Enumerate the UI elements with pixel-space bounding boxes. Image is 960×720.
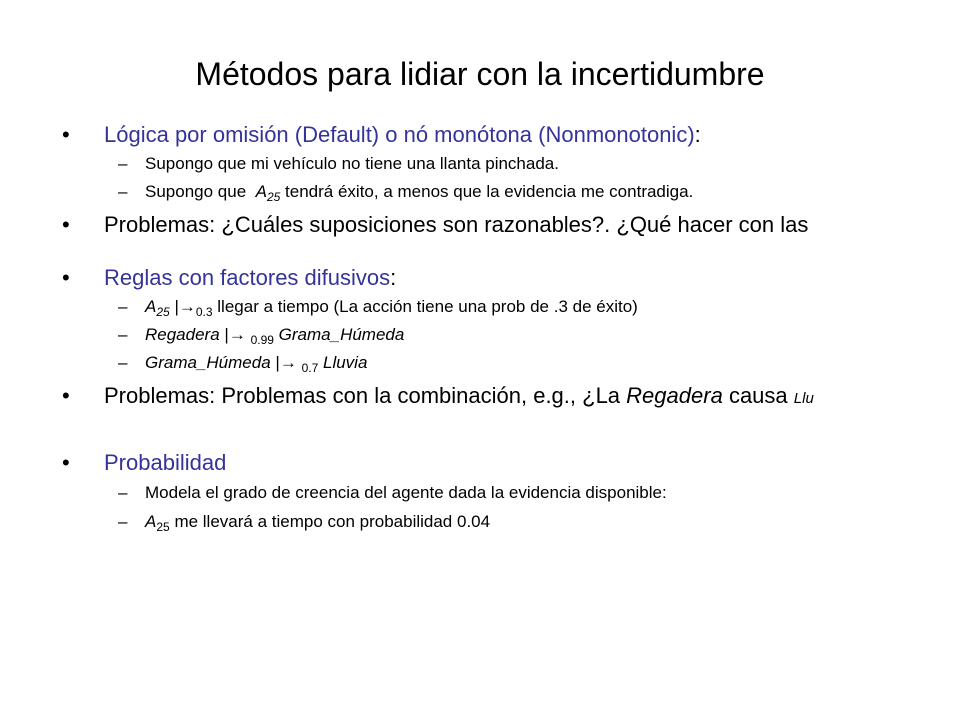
problems-text: Problemas: ¿Cuáles suposiciones son razonables?. ¿Qué hacer con las: [104, 212, 809, 237]
bullet-marker: •: [62, 383, 70, 408]
dash-marker: –: [118, 182, 128, 201]
arrow: |→: [275, 353, 297, 372]
rule-text: [145, 324, 404, 346]
dash-marker: –: [118, 297, 128, 316]
rule-right: Grama_Húmeda: [278, 325, 405, 344]
dash-marker: –: [118, 325, 128, 344]
var-sub: 25: [266, 190, 281, 204]
rule-right: Lluvia: [322, 353, 368, 372]
rule-left: Grama_Húmeda: [145, 353, 271, 372]
dash-marker: –: [118, 483, 128, 502]
subitem-text: Supongo que mi vehículo no tiene una llanta pinchada.: [145, 154, 559, 173]
factor: 0.99: [250, 333, 274, 347]
problems-lluvia: Llu: [793, 390, 814, 407]
subitem-text: [145, 511, 490, 533]
factor: 0.7: [301, 361, 319, 375]
rule-text: [145, 296, 638, 318]
dash-marker: –: [118, 353, 128, 372]
var-sub: 25: [156, 520, 170, 534]
var-a: A: [145, 297, 157, 316]
colon: :: [390, 265, 397, 290]
heading-default-logic: [104, 121, 701, 149]
text-post: tendrá éxito, a menos que la evidencia me contradiga.: [285, 182, 694, 201]
problems-regadera: Regadera: [626, 383, 723, 408]
subitem-text: Modela el grado de creencia del agente dada la evidencia disponible:: [145, 483, 667, 502]
text-pre: Supongo que: [145, 182, 247, 201]
rule-text: [145, 352, 367, 374]
var-a: A: [255, 182, 267, 201]
heading-text: Reglas con factores difusivos: [104, 265, 391, 290]
bullet-marker: •: [62, 212, 70, 237]
heading-probability: Probabilidad: [104, 450, 227, 475]
problems-causa: causa: [728, 383, 788, 408]
bullet-marker: •: [62, 265, 70, 290]
heading-text: Lógica por omisión (Default) o nó monótona (Nonmonotonic): [104, 122, 695, 147]
rule-result: llegar a tiempo (La acción tiene una prob de .3 de éxito): [217, 297, 638, 316]
dash-marker: –: [118, 154, 128, 173]
rule-left: Regadera: [145, 325, 220, 344]
bullet-marker: •: [62, 450, 70, 475]
factor: 0.3: [195, 305, 213, 319]
heading-fuzzy-rules: [104, 264, 396, 292]
bullet-marker: •: [62, 122, 70, 147]
arrow: |→: [174, 297, 196, 316]
slide-title: Métodos para lidiar con la incertidumbre: [195, 56, 765, 92]
var-a: A: [145, 512, 157, 531]
dash-marker: –: [118, 512, 128, 531]
subitem-rest: me llevará a tiempo con probabilidad 0.04: [174, 512, 491, 531]
problems-pre: Problemas: Problemas con la combinación, e.g., ¿La: [104, 383, 621, 408]
problems-text: [104, 382, 814, 413]
arrow: |→: [224, 325, 246, 344]
var-sub: 25: [156, 305, 170, 319]
colon: :: [694, 122, 701, 147]
subitem-text: [145, 181, 693, 203]
